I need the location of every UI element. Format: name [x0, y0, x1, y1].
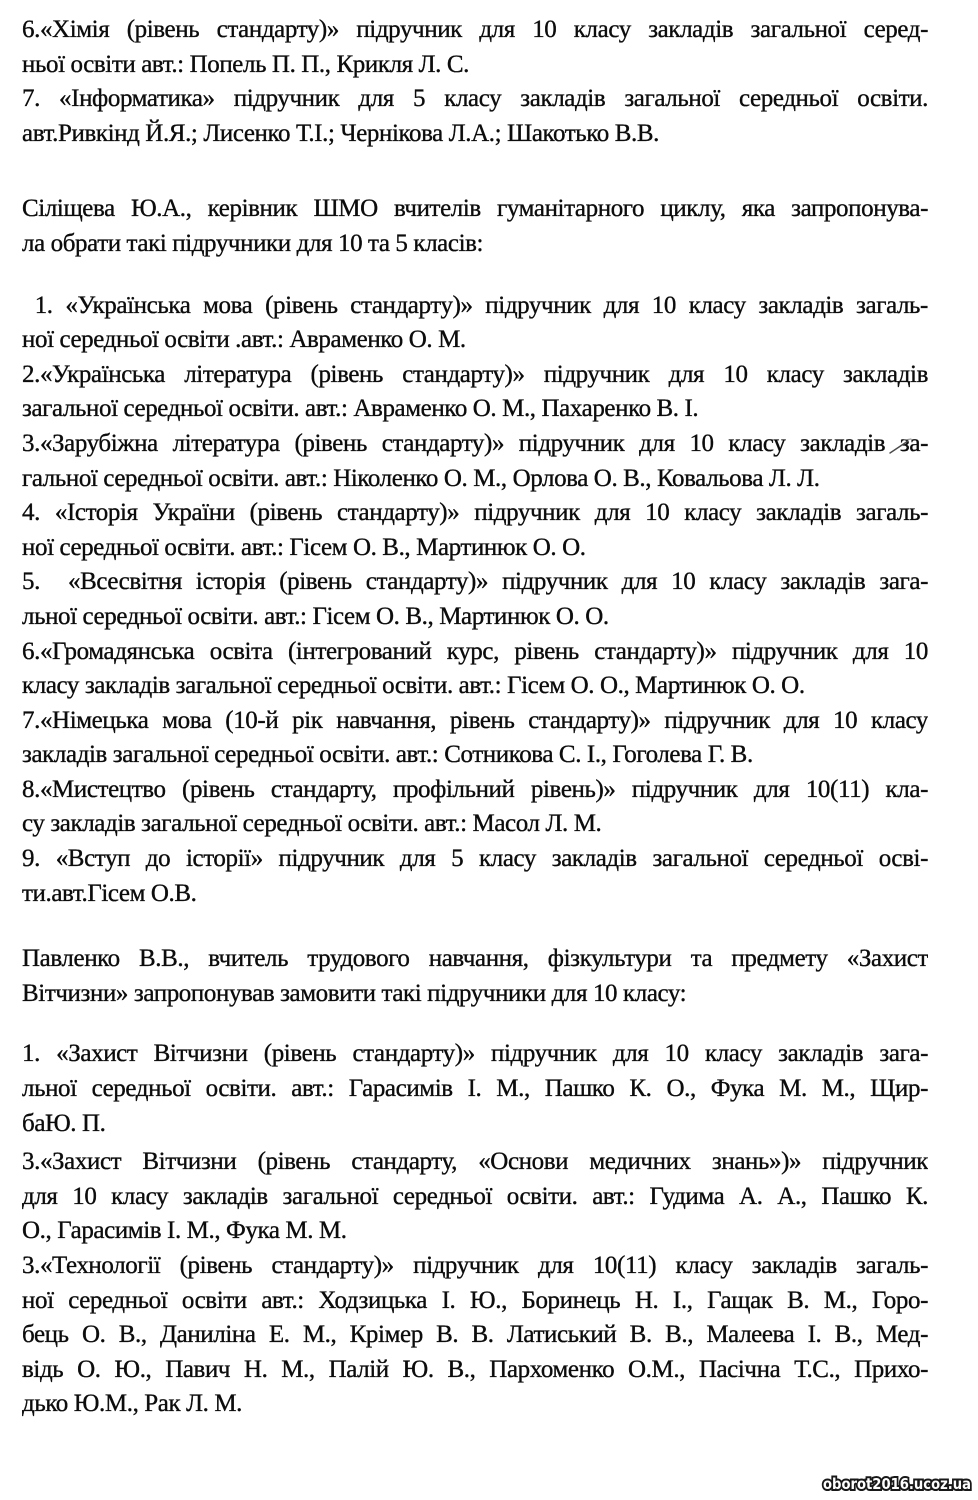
paragraph-intro-pavlenko: [22, 942, 928, 1011]
text-line: 7.«Німецька мова (10-й рік навчання, рівень стандарту)» підручник для 10 класу: [22, 706, 928, 734]
paragraph-item-6-hromadyanska: [22, 635, 928, 704]
text-line: ної середньої освіти. авт.: Гісем О. В., Мартинюк О. О.: [22, 533, 586, 561]
paragraph-item-9-vstup-istorii: [22, 842, 928, 911]
paragraph-item-7-informatics: [22, 82, 928, 151]
text-line: 8.«Мистецтво (рівень стандарту, профільний рівень)» підручник для 10(11) кла-: [22, 775, 928, 803]
text-line: ної середньої освіти .авт.: Авраменко О. М.: [22, 326, 466, 354]
text-line: класу закладів загальної середньої освіти. авт.: Гісем О. О., Мартинюк О. О.: [22, 672, 805, 700]
scan-artifact-pen-mark: [888, 436, 920, 458]
text-line: ти.авт.Гісем О.В.: [22, 879, 197, 907]
paragraph-item-6-chemistry: [22, 13, 928, 82]
text-line: загальної середньої освіти. авт.: Авраменко О. М., Пахаренко В. І.: [22, 395, 699, 423]
paragraph-item-3-tehnologii: [22, 1249, 928, 1422]
paragraph-item-2-ukr-literatura: [22, 358, 928, 427]
text-line: ньої освіти авт.: Попель П. П., Крикля Л. С.: [22, 50, 469, 78]
paragraph-item-1-ukrainska-mova: [22, 289, 928, 358]
text-line: авт.Ривкінд Й.Я.; Лисенко Т.І.; Чернікова Л.А.; Шакотько В.В.: [22, 119, 659, 147]
text-line: бець О. В., Даниліна Е. М., Крімер В. В. Латиський В. В., Малеева І. В., Мед-: [22, 1321, 928, 1349]
text-line: для 10 класу закладів загальної середньої освіти. авт.: Гудима А. А., Пашко К.: [22, 1182, 928, 1210]
text-line: 1. «Українська мова (рівень стандарту)» підручник для 10 класу закладів загаль-: [22, 291, 928, 319]
text-line: Сіліщева Ю.А., керівник ШМО вчителів гуманітарного циклу, яка запропонува-: [22, 195, 928, 223]
text-line: льної середньої освіти. авт.: Гісем О. В., Мартинюк О. О.: [22, 602, 609, 630]
text-line: 6.«Хімія (рівень стандарту)» підручник для 10 класу закладів загальної серед-: [22, 16, 928, 43]
text-line: 3.«Технології (рівень стандарту)» підручник для 10(11) класу закладів загаль-: [22, 1252, 928, 1279]
paragraph-intro-silishcheva: [22, 192, 928, 261]
text-line: 9. «Вступ до історії» підручник для 5 класу закладів загальної середньої осві-: [22, 845, 928, 873]
text-line: 7. «Інформатика» підручник для 5 класу закладів загальної середньої освіти.: [22, 85, 928, 113]
text-line: 4. «Історія України (рівень стандарту)» підручник для 10 класу закладів загаль-: [22, 499, 928, 527]
paragraph-item-3-zarubizhna: [22, 427, 928, 496]
text-line: су закладів загальної середньої освіти. авт.: Масол Л. М.: [22, 810, 602, 838]
text-line: 2.«Українська література (рівень стандарту)» підручник для 10 класу закладів: [22, 360, 928, 388]
text-line: О., Гарасимів І. М., Фука М. М.: [22, 1217, 347, 1245]
text-line: дько Ю.М., Рак Л. М.: [22, 1390, 243, 1418]
watermark: [813, 1470, 975, 1496]
text-line: льної середньої освіти. авт.: Гарасимів І. М., Пашко К. О., Фука М. М., Щир-: [22, 1075, 928, 1103]
text-line: Вітчизни» запропонував замовити такі підручники для 10 класу:: [22, 979, 687, 1007]
paragraph-item-5-vsesvitnya: [22, 565, 928, 634]
paragraph-item-1-zahyst: [22, 1037, 928, 1141]
text-line: закладів загальної середньої освіти. авт.: Сотникова С. І., Гоголева Г. В.: [22, 741, 753, 769]
text-line: ла обрати такі підручники для 10 та 5 класів:: [22, 229, 484, 257]
text-line: 6.«Громадянська освіта (інтегрований курс, рівень стандарту)» підручник для 10: [22, 637, 928, 665]
watermark-text: oborot2016.ucoz.ua: [823, 1475, 971, 1493]
text-line: 5. «Всесвітня історія (рівень стандарту)» підручник для 10 класу закладів зага-: [22, 568, 928, 596]
paragraph-item-4-istoriya-ukrainy: [22, 496, 928, 565]
text-line: гальної середньої освіти. авт.: Ніколенко О. М., Орлова О. В., Ковальова Л. Л.: [22, 464, 820, 492]
text-line: ної середньої освіти авт.: Ходзицька І. Ю., Боринець Н. І., Гащак В. М., Горо-: [22, 1286, 928, 1314]
document-text-area: [22, 13, 928, 1422]
text-line: 3.«Зарубіжна література (рівень стандарту)» підручник для 10 класу закладів за-: [22, 429, 928, 457]
text-line: Павленко В.В., вчитель трудового навчання, фізкультури та предмету «Захист: [22, 945, 928, 973]
paragraph-item-3-zahyst-medychni: [22, 1145, 928, 1249]
text-line: 1. «Захист Вітчизни (рівень стандарту)» підручник для 10 класу закладів зага-: [22, 1040, 928, 1068]
paragraph-item-8-mystetstvo: [22, 773, 928, 842]
text-line: 3.«Захист Вітчизни (рівень стандарту, «Основи медичних знань»)» підручник: [22, 1148, 928, 1176]
paragraph-item-7-nimetska-mova: [22, 704, 928, 773]
text-line: баЮ. П.: [22, 1109, 106, 1137]
text-line: відь О. Ю., Павич Н. М., Палій Ю. В., Пархоменко О.М., Пасічна Т.С., Прихо-: [22, 1355, 928, 1383]
